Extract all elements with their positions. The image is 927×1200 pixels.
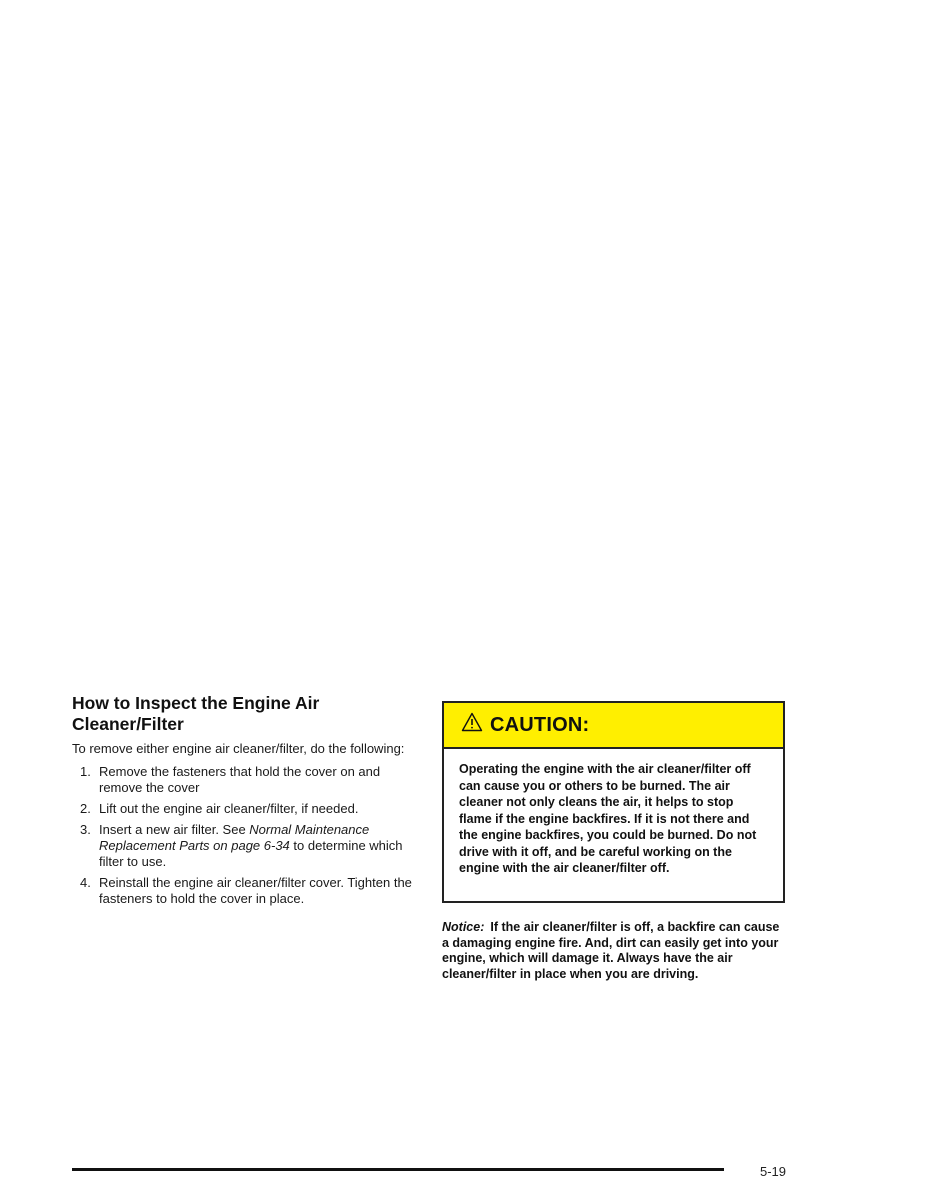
step-text: Reinstall the engine air cleaner/filter cover. Tighten the fasteners to hold the cover in place. bbox=[99, 875, 412, 906]
section-title bbox=[72, 693, 414, 735]
step-item-4 bbox=[72, 875, 414, 907]
step-item-3 bbox=[72, 822, 414, 870]
step-text: Lift out the engine air cleaner/filter, if needed. bbox=[99, 801, 359, 816]
warning-triangle-icon bbox=[461, 712, 483, 732]
footer-divider bbox=[72, 1168, 724, 1171]
step-text-after: to determine which filter to use. bbox=[99, 838, 403, 869]
intro-paragraph: To remove either engine air cleaner/filter, do the following: bbox=[72, 741, 405, 756]
step-number: 2. bbox=[80, 801, 91, 816]
step-text-before: Insert a new air filter. See bbox=[99, 822, 250, 837]
steps-list bbox=[72, 764, 414, 907]
step-item-2 bbox=[72, 801, 414, 817]
caution-header bbox=[444, 703, 783, 749]
step-number: 4. bbox=[80, 875, 91, 890]
caution-box bbox=[442, 701, 785, 903]
notice-text: If the air cleaner/filter is off, a backfire can cause a damaging engine fire. And, dirt can easily get into your engine, which will damage it. Always have the air cleaner/filter in place when you are driving. bbox=[442, 920, 780, 981]
cross-reference-link[interactable]: Normal Maintenance Replacement Parts on page 6-34 bbox=[99, 822, 370, 853]
step-number: 1. bbox=[80, 764, 91, 779]
step-text: Remove the fasteners that hold the cover on and remove the cover bbox=[99, 764, 381, 795]
caution-title: CAUTION: bbox=[490, 713, 590, 736]
caution-body: Operating the engine with the air cleaner/filter off can cause you or others to be burned. The air cleaner not only cleans the air, it helps to stop flame if the engine backfires. If it is not there and the engine backfires, you could be burned. Do not drive with it off, and be careful working on the engine with the air cleaner/filter off. bbox=[459, 762, 757, 875]
left-column bbox=[72, 693, 414, 912]
notice-label: Notice: bbox=[442, 920, 485, 934]
section-title-line1: How to Inspect the Engine Air bbox=[72, 693, 320, 713]
step-item-1 bbox=[72, 764, 414, 796]
step-number: 3. bbox=[80, 822, 91, 837]
section-title-line2: Cleaner/Filter bbox=[72, 714, 184, 734]
page-number: 5-19 bbox=[760, 1164, 787, 1179]
notice-paragraph bbox=[442, 920, 787, 982]
